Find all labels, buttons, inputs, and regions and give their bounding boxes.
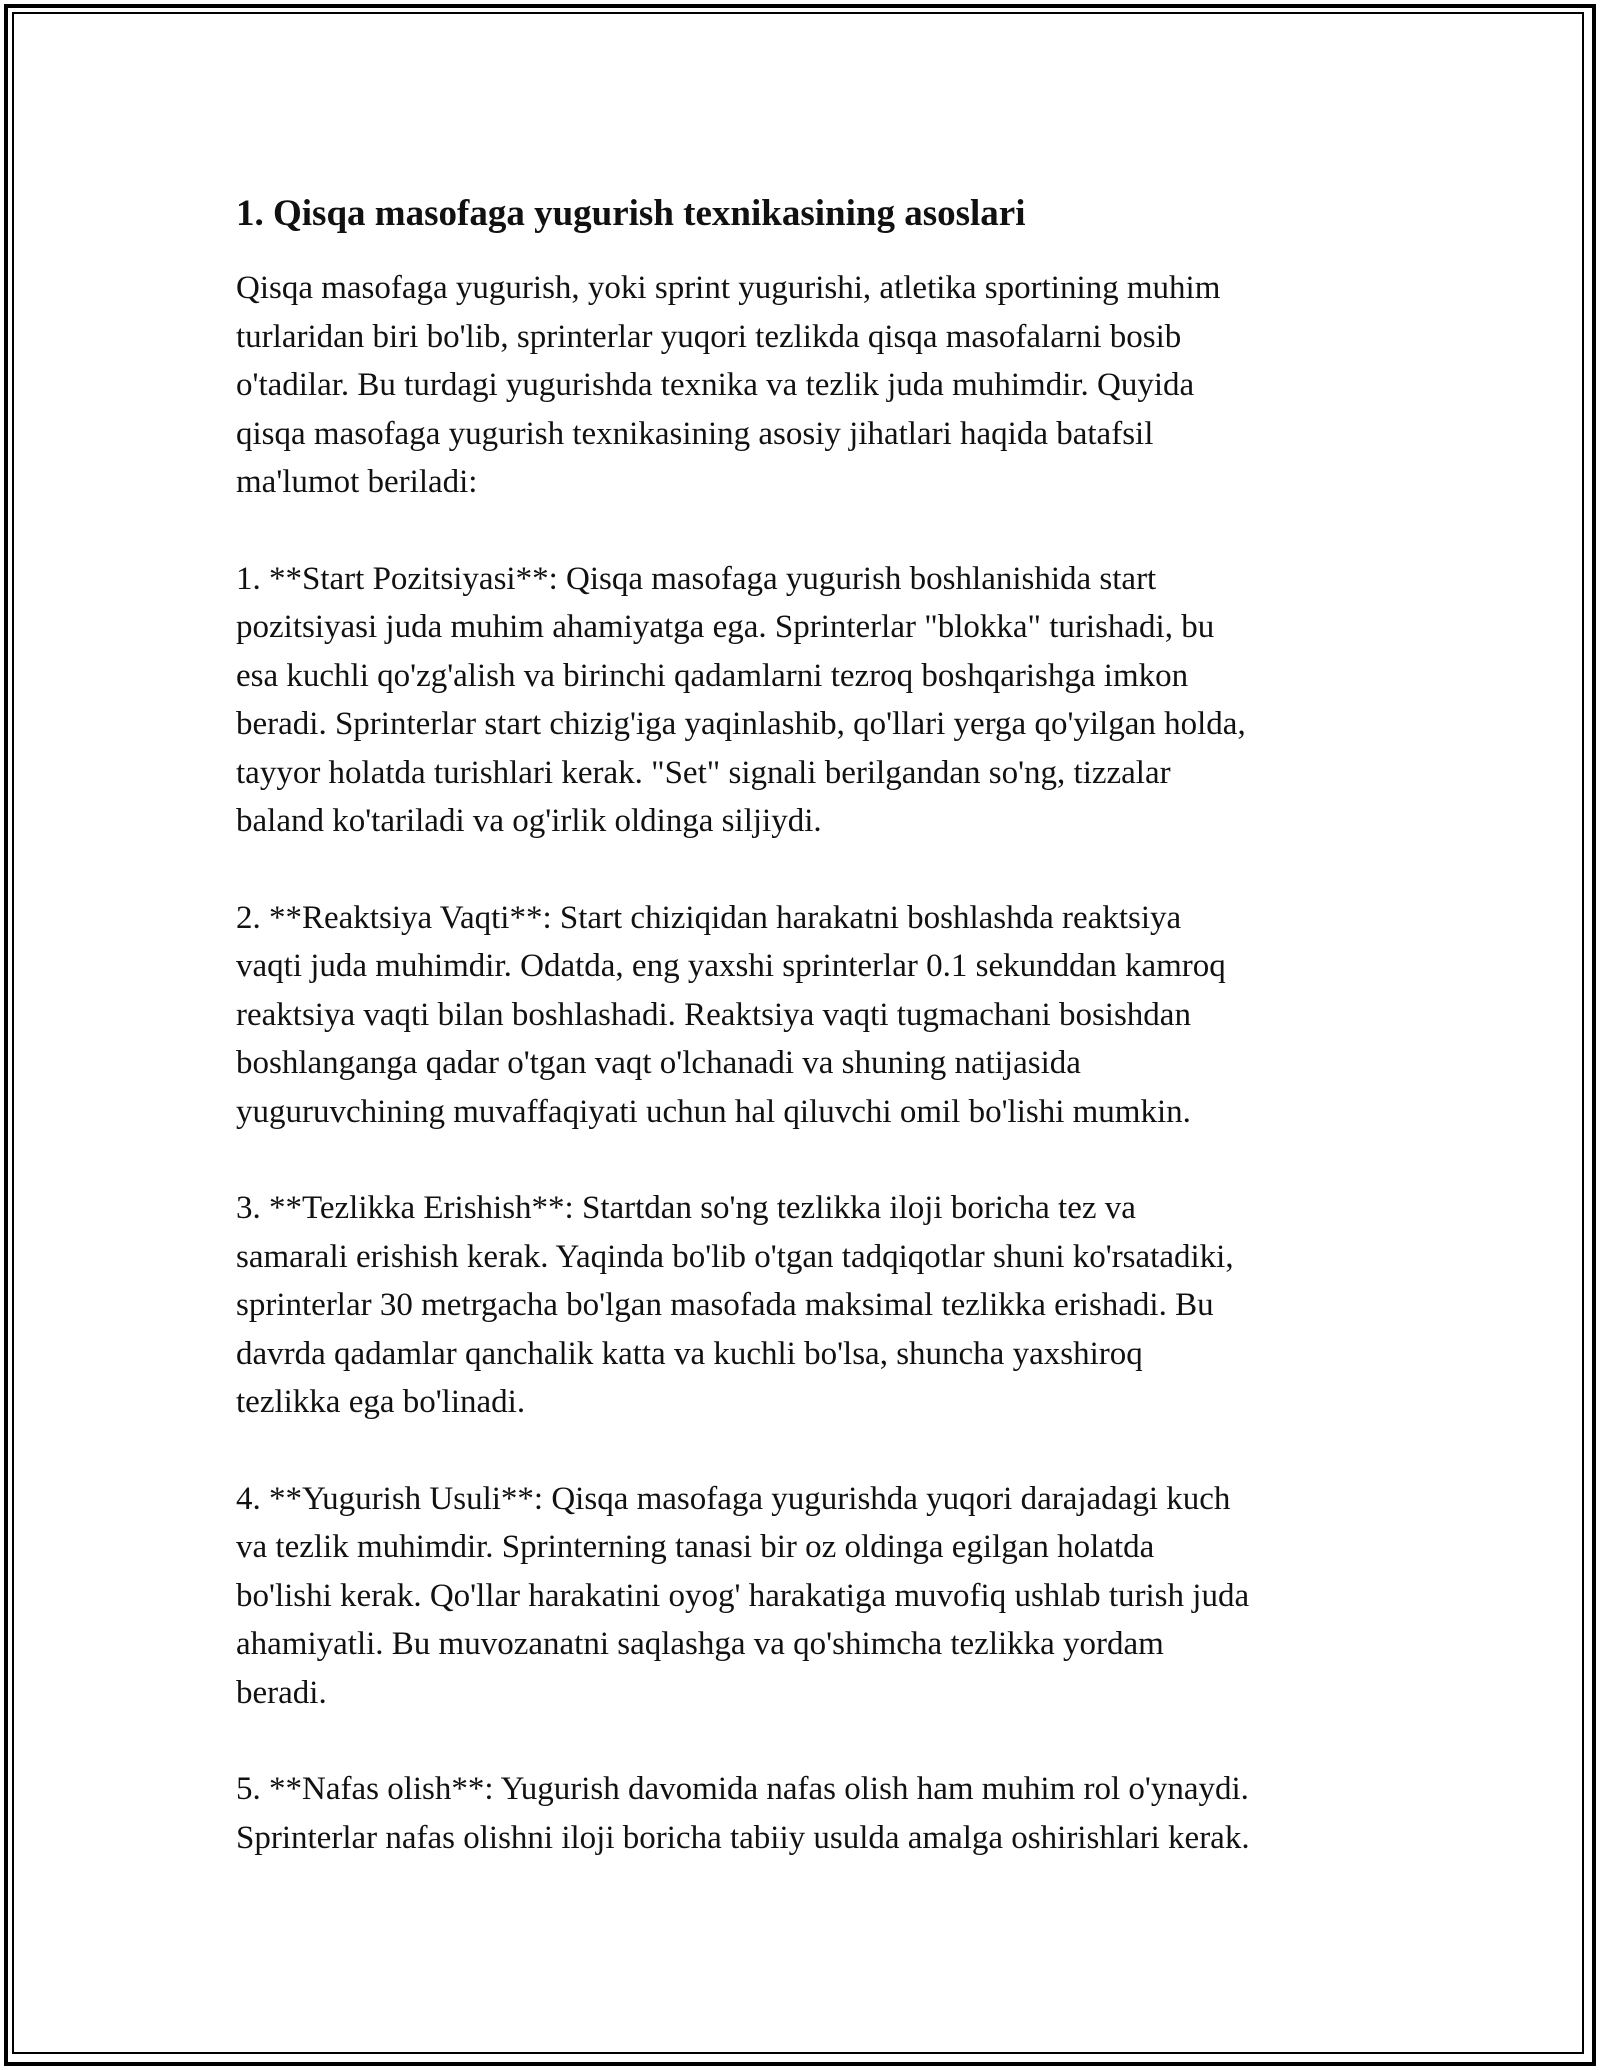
intro-paragraph (236, 264, 1386, 507)
paragraph-line: samarali erishish kerak. Yaqinda bo'lib o'tgan tadqiqotlar shuni ko'rsatadiki, (236, 1238, 1234, 1275)
paragraph-line: baland ko'tariladi va og'irlik oldinga siljiydi. (236, 803, 822, 839)
paragraph-line: va tezlik muhimdir. Sprinterning tanasi bir oz oldinga egilgan holatda (236, 1529, 1155, 1565)
paragraph-line: tezlikka ega bo'linadi. (236, 1384, 526, 1420)
paragraph-line: beradi. (236, 1674, 327, 1711)
running-method-paragraph (236, 1475, 1386, 1718)
section-heading: 1. Qisqa masofaga yugurish texnikasining asoslari (236, 193, 1026, 234)
paragraph-line: esa kuchli qo'zg'alish va birinchi qadamlarni tezroq boshqarishga imkon (236, 657, 1189, 694)
paragraph-line: 1. **Start Pozitsiyasi**: Qisqa masofaga yugurish boshlanishida start (236, 560, 1157, 597)
paragraph-line: vaqti juda muhimdir. Odatda, eng yaxshi sprinterlar 0.1 sekunddan kamroq (236, 948, 1226, 984)
paragraph-line: bo'lishi kerak. Qo'llar harakatini oyog' harakatiga muvofiq ushlab turish juda (236, 1577, 1250, 1614)
paragraph-line: ma'lumot beriladi: (236, 464, 478, 500)
paragraph-line: 3. **Tezlikka Erishish**: Startdan so'ng tezlikka iloji boricha tez va (236, 1190, 1136, 1226)
paragraph-line: beradi. Sprinterlar start chizig'iga yaqinlashib, qo'llari yerga qo'yilgan holda, (236, 706, 1246, 742)
reaction-time-paragraph (236, 894, 1386, 1137)
paragraph-line: qisqa masofaga yugurish texnikasining asosiy jihatlari haqida batafsil (236, 415, 1154, 452)
paragraph-line: reaktsiya vaqti bilan boshlashadi. Reaktsiya vaqti tugmachani bosishdan (236, 996, 1191, 1033)
paragraph-line: pozitsiyasi juda muhim ahamiyatga ega. Sprinterlar "blokka" turishadi, bu (236, 609, 1215, 645)
document-body (236, 186, 1386, 1910)
paragraph-line: tayyor holatda turishlari kerak. "Set" signali berilgandan so'ng, tizzalar (236, 754, 1171, 791)
breathing-paragraph (236, 1765, 1386, 1862)
paragraph-line: 5. **Nafas olish**: Yugurish davomida nafas olish ham muhim rol o'ynaydi. (236, 1771, 1249, 1807)
paragraph-line: 2. **Reaktsiya Vaqti**: Start chiziqidan harakatni boshlashda reaktsiya (236, 899, 1182, 936)
paragraph-line: turlaridan biri bo'lib, sprinterlar yuqori tezlikda qisqa masofalarni bosib (236, 318, 1182, 355)
paragraph-line: yuguruvchining muvaffaqiyati uchun hal qiluvchi omil bo'lishi mumkin. (236, 1093, 1191, 1130)
acceleration-paragraph (236, 1184, 1386, 1427)
paragraph-line: davrda qadamlar qanchalik katta va kuchli bo'lsa, shuncha yaxshiroq (236, 1335, 1143, 1372)
paragraph-line: ahamiyatli. Bu muvozanatni saqlashga va qo'shimcha tezlikka yordam (236, 1626, 1164, 1662)
paragraph-line: o'tadilar. Bu turdagi yugurishda texnika va tezlik juda muhimdir. Quyida (236, 367, 1195, 403)
paragraph-line: Sprinterlar nafas olishni iloji boricha tabiiy usulda amalga oshirishlari kerak. (236, 1819, 1250, 1856)
paragraph-line: boshlanganga qadar o'tgan vaqt o'lchanadi va shuning natijasida (236, 1045, 1081, 1081)
paragraph-line: sprinterlar 30 metrgacha bo'lgan masofada maksimal tezlikka erishadi. Bu (236, 1287, 1214, 1323)
start-position-paragraph (236, 555, 1386, 846)
paragraph-line: 4. **Yugurish Usuli**: Qisqa masofaga yugurishda yuqori darajadagi kuch (236, 1480, 1231, 1517)
paragraph-line: Qisqa masofaga yugurish, yoki sprint yugurishi, atletika sportining muhim (236, 270, 1221, 306)
